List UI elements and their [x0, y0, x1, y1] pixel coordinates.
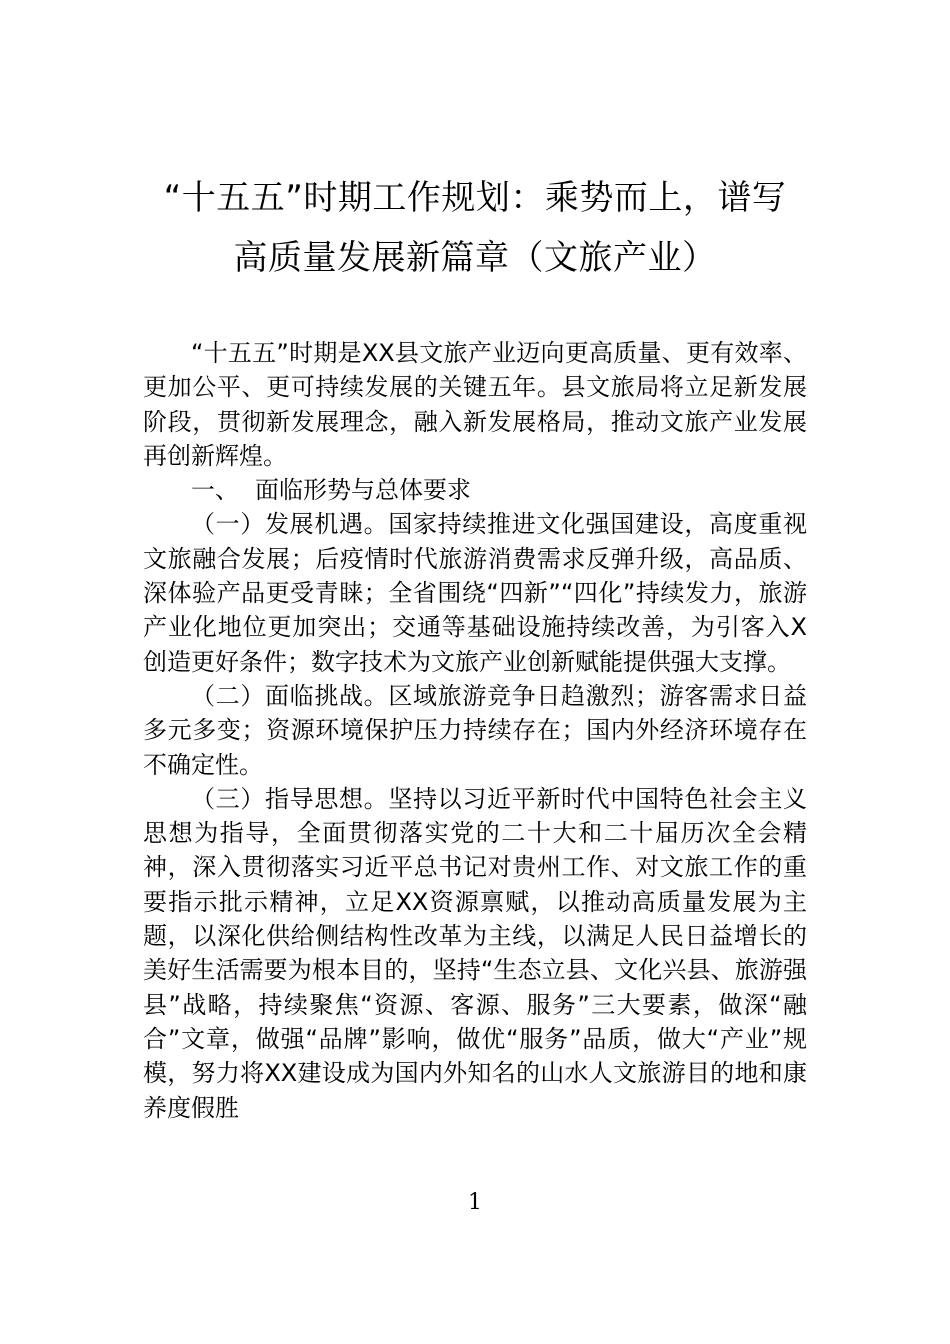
- section-number: 一、: [191, 476, 239, 505]
- section-heading: [143, 473, 807, 507]
- intro-paragraph: “十五五”时期是XX县文旅产业迈向更高质量、更有效率、更加公平、更可持续发展的关键五年。县文旅局将立足新发展阶段，贯彻新发展理念，融入新发展格局，推动文旅产业发展再创新辉煌。: [143, 339, 807, 470]
- paragraph-challenges: （二）面临挑战。区域旅游竞争日趋激烈；游客需求日益多元多变；资源环境保护压力持续存在；国内外经济环境存在不确定性。: [143, 681, 807, 779]
- paragraph-opportunities: （一）发展机遇。国家持续推进文化强国建设，高度重视文旅融合发展；后疫情时代旅游消费需求反弹升级，高品质、深体验产品更受青睐；全省围绕“四新”“四化”持续发力，旅游产业化地位更加突出；交通等基础设施持续改善，为引客入X创造更好条件；数字技术为文旅产业创新赋能提供强大支撑。: [143, 510, 807, 676]
- title-line-2: 高质量发展新篇章（文旅产业）: [233, 238, 717, 278]
- page-title: [140, 168, 810, 288]
- page-number: 1: [468, 1190, 482, 1215]
- section-heading-text: 面临形势与总体要求: [255, 476, 471, 505]
- title-line-1: “十五五”时期工作规划：乘势而上，谱写: [163, 178, 787, 218]
- paragraph-guiding-thought: （三）指导思想。坚持以习近平新时代中国特色社会主义思想为指导，全面贯彻落实党的二十大和二十届历次全会精神，深入贯彻落实习近平总书记对贵州工作、对文旅工作的重要指示批示精神，立足XX资源禀赋，以推动高质量发展为主题，以深化供给侧结构性改革为主线，以满足人民日益增长的美好生活需要为根本目的，坚持“生态立县、文化兴县、旅游强县”战略，持续聚焦“资源、客源、服务”三大要素，做深“融合”文章，做强“品牌”影响，做优“服务”品质，做大“产业”规模，努力将XX建设成为国内外知名的山水人文旅游目的地和康养度假胜: [143, 784, 807, 1122]
- document-body: [143, 336, 807, 1125]
